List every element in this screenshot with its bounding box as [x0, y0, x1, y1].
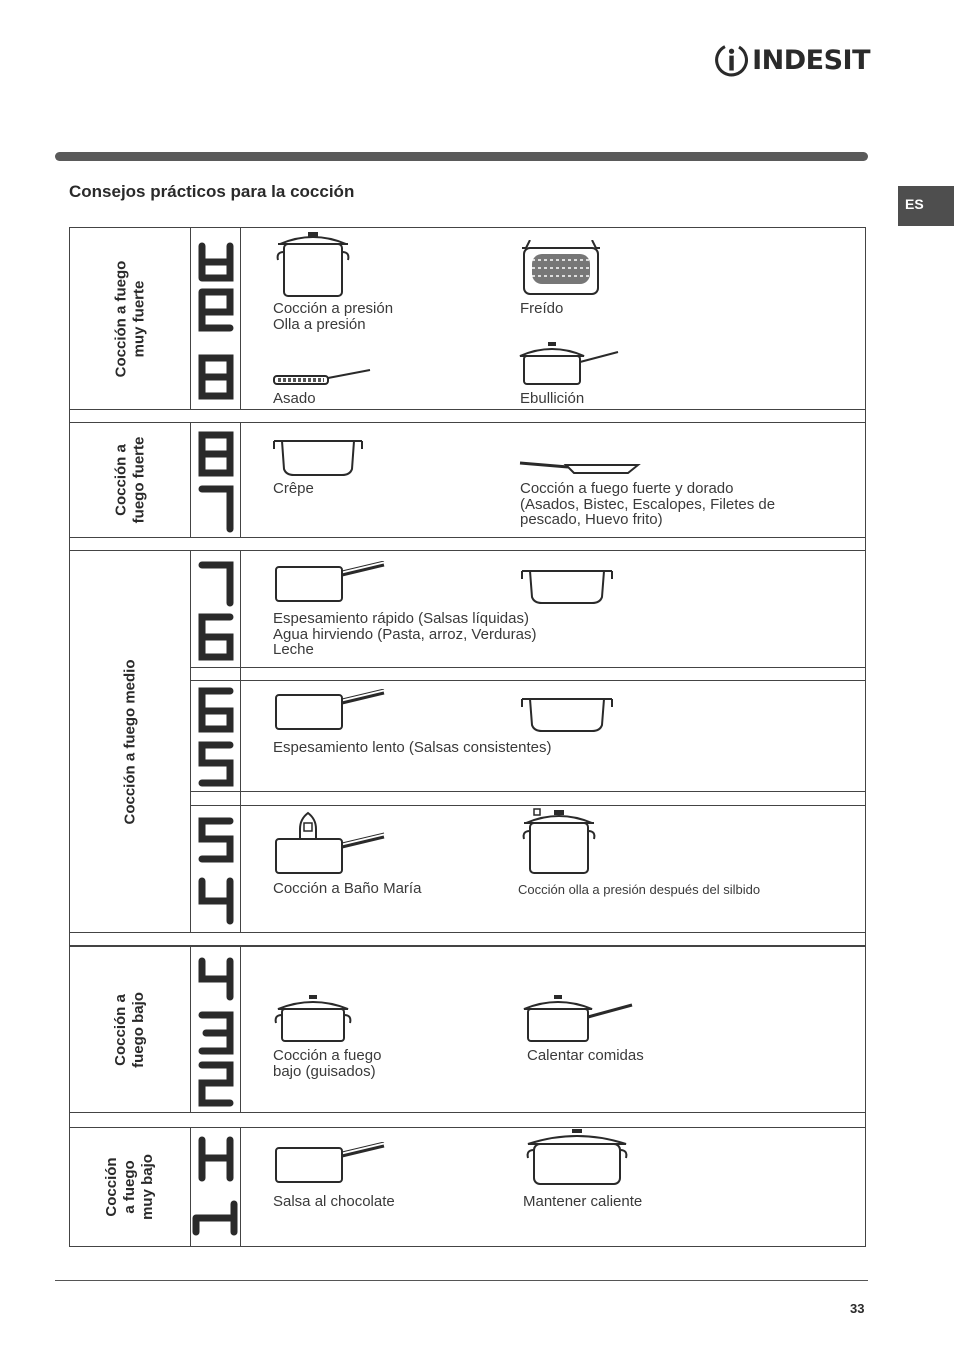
cooking-block-medium [69, 550, 866, 933]
heat-label-very-high: Cocción a fuego muy fuerte [112, 260, 147, 377]
saucepan-icon [270, 1142, 388, 1186]
heat-label-very-low: Cocción a fuego muy bajo [102, 1154, 156, 1220]
cooking-block-high [69, 422, 866, 538]
heat-level-display [190, 953, 241, 1109]
caption-high-browning: Cocción a fuego fuerte y dorado (Asados, Bistec, Escalopes, Filetes de pescado, Huevo frito) [520, 480, 776, 528]
caption-low-stew: Cocción a fuego bajo (guisados) [273, 1047, 382, 1080]
separator-strip [69, 1113, 866, 1128]
caption-chocolate-sauce: Salsa al chocolate [273, 1193, 395, 1210]
wide-pot-icon [522, 1128, 634, 1188]
caption-boiling: Ebullición [520, 390, 585, 407]
casserole-icon [518, 565, 616, 607]
casserole-icon [270, 435, 366, 477]
caption-reheating: Calentar comidas [527, 1047, 644, 1064]
caption-slow-thickening: Espesamiento lento (Salsas consistentes) [273, 739, 552, 756]
page-title: Consejos prácticos para la cocción [69, 182, 355, 201]
pressure-cooker-icon [270, 230, 360, 300]
heat-level-display [190, 427, 241, 535]
lidded-saucepan-icon [270, 991, 360, 1045]
cooking-block-very-high [69, 227, 866, 410]
caption-pressure-cooking: Cocción a presión Olla a presión [273, 300, 394, 333]
casserole-icon [518, 693, 616, 735]
language-tab[interactable]: ES [898, 186, 954, 226]
pressure-cooker-icon [518, 807, 604, 877]
caption-keep-warm: Mantener caliente [523, 1193, 643, 1210]
heat-label-medium: Cocción a fuego medio [121, 658, 139, 825]
caption-grilling: Asado [273, 390, 316, 407]
heat-label-high: Cocción a fuego fuerte [111, 436, 147, 524]
heat-level-display [190, 236, 241, 406]
caption-pressure-after-whistle: Cocción olla a presión después del silbido [518, 882, 761, 897]
frying-pan-icon [518, 457, 642, 477]
heat-level-display [190, 555, 241, 663]
cooking-block-very-low [69, 1127, 866, 1247]
heat-label-low: Cocción a fuego bajo [111, 991, 147, 1068]
header-rule [55, 152, 868, 161]
grill-pan-icon [270, 366, 374, 390]
brand-name: INDESIT [752, 44, 870, 76]
bain-marie-icon [270, 809, 388, 877]
indesit-logo-mark-icon [714, 38, 749, 82]
heat-level-display [190, 1132, 241, 1244]
heat-level-display [190, 683, 241, 791]
cooking-block-low [69, 946, 866, 1113]
caption-frying: Freído [520, 300, 564, 317]
lidded-saucepan-icon [522, 991, 634, 1045]
footer-rule [55, 1280, 868, 1281]
saucepan-icon [270, 689, 388, 733]
separator-strip [69, 933, 866, 946]
page-number: 33 [850, 1301, 865, 1316]
saucepan-icon [270, 561, 388, 605]
fryer-basket-icon [518, 240, 604, 298]
indesit-logo [714, 38, 870, 82]
lidded-saucepan-icon [518, 338, 622, 388]
caption-bain-marie: Cocción a Baño María [273, 880, 422, 897]
caption-crepe: Crêpe [273, 480, 314, 497]
heat-level-display [190, 809, 241, 927]
caption-fast-thickening: Espesamiento rápido (Salsas líquidas) Agua hirviendo (Pasta, arroz, Verduras) Leche [273, 610, 537, 658]
